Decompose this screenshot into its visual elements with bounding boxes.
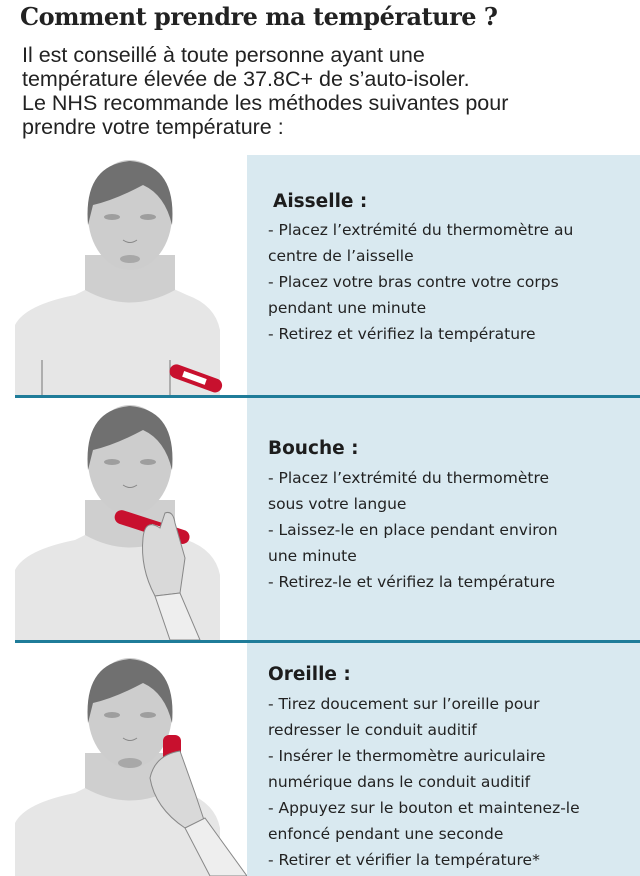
instruction-line: - Appuyez sur le bouton et maintenez-le	[268, 799, 580, 817]
section-mouth	[247, 398, 640, 641]
instruction-line: une minute	[268, 547, 357, 565]
section-instructions	[268, 465, 558, 595]
instruction-line: - Placez l’extrémité du thermomètre au	[268, 221, 574, 239]
instruction-line: enfoncé pendant une seconde	[268, 825, 504, 843]
section-ear	[247, 643, 640, 876]
intro-line: Il est conseillé à toute personne ayant une	[22, 43, 425, 67]
instruction-line: - Laissez-le en place pendant environ	[268, 521, 558, 539]
intro-line: prendre votre température :	[22, 115, 284, 139]
instruction-line: sous votre langue	[268, 495, 407, 513]
instruction-line: numérique dans le conduit auditif	[268, 773, 531, 791]
instruction-line: centre de l’aisselle	[268, 247, 414, 265]
section-heading: Oreille :	[268, 664, 351, 685]
section-heading: Aisselle :	[273, 191, 368, 212]
instruction-line: - Insérer le thermomètre auriculaire	[268, 747, 546, 765]
page-title: Comment prendre ma température ?	[20, 2, 498, 31]
section-armpit	[247, 155, 640, 396]
instruction-line: - Retirez et vérifiez la température	[268, 325, 536, 343]
instruction-line: pendant une minute	[268, 299, 427, 317]
armpit-thermometer-icon	[15, 155, 247, 396]
instruction-line: - Placez l’extrémité du thermomètre	[268, 469, 550, 487]
instruction-line: - Placez votre bras contre votre corps	[268, 273, 559, 291]
instruction-line: - Retirer et vérifier la température*	[268, 851, 540, 869]
intro-text	[22, 43, 508, 139]
instruction-line: - Retirez-le et vérifiez la température	[268, 573, 556, 591]
intro-line: température élevée de 37.8C+ de s’auto-isoler.	[22, 67, 470, 91]
instruction-line: - Tirez doucement sur l’oreille pour	[268, 695, 540, 713]
mouth-thermometer-icon	[15, 398, 247, 640]
ear-thermometer-icon	[15, 643, 247, 876]
section-heading: Bouche :	[268, 438, 359, 459]
intro-line: Le NHS recommande les méthodes suivantes pour	[22, 91, 509, 115]
instruction-line: redresser le conduit auditif	[268, 721, 477, 739]
section-instructions	[268, 217, 573, 347]
section-instructions	[268, 691, 580, 873]
